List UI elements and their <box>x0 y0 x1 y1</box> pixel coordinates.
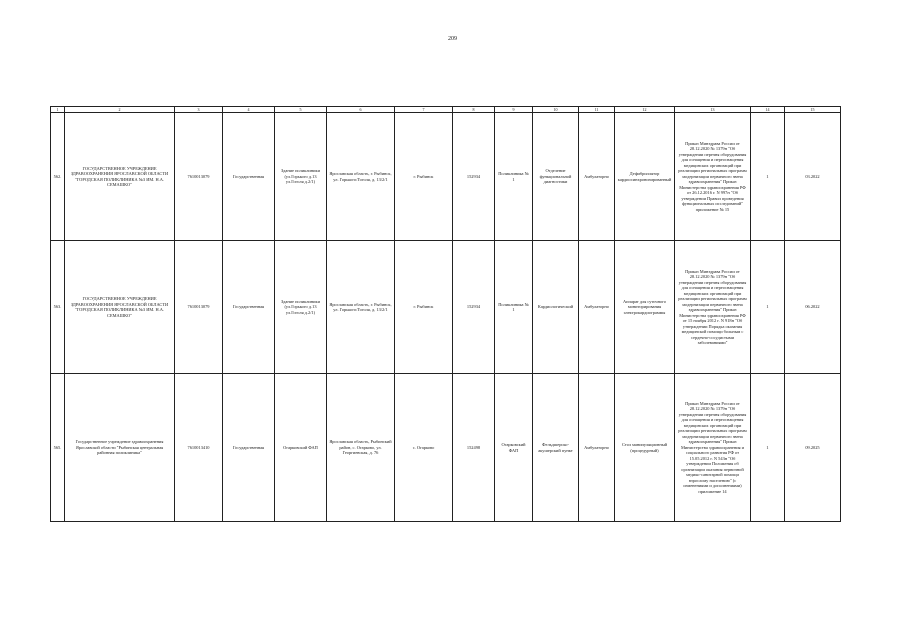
regulation-cell: Приказ Минздрава России от 28.12.2020 № 1379н "Об утверждении перечня оборудования для оснащения и переоснащения медицинских организаций при реализации региональных программ модернизации первичного звена здравоохранения" Приказ Министерства здравоохранения РФ от 15 ноября 2012 г. N 918н "Об утверждении Порядка оказания медицинской помощи больным с сердечно-сосудистыми заболеваниями" <box>675 241 751 374</box>
inn-cell: 7610013410 <box>175 374 223 522</box>
column-number: 6 <box>327 107 395 113</box>
ownership-cell: Государственная <box>223 241 275 374</box>
column-number: 13 <box>675 107 751 113</box>
department-cell: Огарковский ФАП <box>495 374 533 522</box>
equipment-cell: Аппарат для суточного мониторирования электрокардиограммы <box>615 241 675 374</box>
column-number: 10 <box>533 107 579 113</box>
table-row <box>51 374 841 522</box>
care-type-cell: Амбулаторно <box>579 241 615 374</box>
row-number: 563. <box>51 241 65 374</box>
postal-index-cell: 152934 <box>453 113 495 241</box>
column-number: 12 <box>615 107 675 113</box>
date-cell: 06.2022 <box>785 241 841 374</box>
inn-cell: 7610013079 <box>175 241 223 374</box>
address-cell: Ярославская область, Рыбинский район, с. Огарково, ул. Георгиевская, д. 76 <box>327 374 395 522</box>
regulation-cell: Приказ Минздрава России от 28.12.2020 № 1379н "Об утверждении перечня оборудования для оснащения и переоснащения медицинских организаций при реализации региональных программ модернизации первичного звена здравоохранения" Приказ Министерства здравоохранения и социального развития РФ от 15.05.2012 г. N 543н "Об утверждении Положения об организации оказания первичной медико-санитарной помощи взрослому населению" (с изменениями и дополнениями) приложение 14 <box>675 374 751 522</box>
organization-name: Государственное учреждение здравоохранения Ярославской области "Рыбинская центральная районная поликлиника" <box>65 374 175 522</box>
column-number: 9 <box>495 107 533 113</box>
column-number: 14 <box>751 107 785 113</box>
building-cell: Здание поликлиники (ул.Горького д.13 ул.Гоголя д.2/1) <box>275 241 327 374</box>
ownership-cell: Государственная <box>223 113 275 241</box>
care-type-cell: Амбулаторно <box>579 374 615 522</box>
organization-name: ГОСУДАРСТВЕННОЕ УЧРЕЖДЕНИЕ ЗДРАВООХРАНЕНИЯ ЯРОСЛАВСКОЙ ОБЛАСТИ "ГОРОДСКАЯ ПОЛИКЛИНИКА №3 ИМ. Н.А. СЕМАШКО" <box>65 113 175 241</box>
building-cell: Здание поликлиники (ул.Горького д.13 ул.Гоголя д.2/1) <box>275 113 327 241</box>
equipment-cell: Дефибриллятор кардиосинхронизированный <box>615 113 675 241</box>
department-cell: Поликлиника № 1 <box>495 241 533 374</box>
regulation-cell: Приказ Минздрава России от 28.12.2020 № 1379н "Об утверждении перечня оборудования для оснащения и переоснащения медицинских организаций при реализации региональных программ модернизации первичного звена здравоохранения" Приказ Министерства здравоохранения РФ от 26.12.2016 г. N 997н "Об утверждении Правил проведения функциональных исследований" приложение № 15 <box>675 113 751 241</box>
page-number: 209 <box>448 36 457 42</box>
equipment-register-table <box>50 106 841 522</box>
row-number: 562. <box>51 113 65 241</box>
unit-cell: Кардиологический <box>533 241 579 374</box>
table-row <box>51 113 841 241</box>
department-cell: Поликлиника № 1 <box>495 113 533 241</box>
postal-index-cell: 152934 <box>453 241 495 374</box>
equipment-cell: Стол манипуляционный (процедурный) <box>615 374 675 522</box>
table-row <box>51 241 841 374</box>
column-number: 7 <box>395 107 453 113</box>
column-number: 3 <box>175 107 223 113</box>
city-cell: г. Рыбинск <box>395 241 453 374</box>
city-cell: с. Огарково <box>395 374 453 522</box>
unit-cell: Отделение функциональной диагностики <box>533 113 579 241</box>
column-number: 1 <box>51 107 65 113</box>
column-number: 11 <box>579 107 615 113</box>
care-type-cell: Амбулаторно <box>579 113 615 241</box>
city-cell: г. Рыбинск <box>395 113 453 241</box>
postal-index-cell: 152498 <box>453 374 495 522</box>
unit-cell: Фельдшерско-акушерский пункт <box>533 374 579 522</box>
ownership-cell: Государственная <box>223 374 275 522</box>
quantity-cell: 1 <box>751 374 785 522</box>
row-number: 565. <box>51 374 65 522</box>
date-cell: 09.2025 <box>785 374 841 522</box>
date-cell: 03.2022 <box>785 113 841 241</box>
column-number: 2 <box>65 107 175 113</box>
organization-name: ГОСУДАРСТВЕННОЕ УЧРЕЖДЕНИЕ ЗДРАВООХРАНЕНИЯ ЯРОСЛАВСКОЙ ОБЛАСТИ "ГОРОДСКАЯ ПОЛИКЛИНИКА №3 ИМ. Н.А. СЕМАШКО" <box>65 241 175 374</box>
quantity-cell: 1 <box>751 113 785 241</box>
column-number: 5 <box>275 107 327 113</box>
building-cell: Огарковский ФАП <box>275 374 327 522</box>
address-cell: Ярославская область, г. Рыбинск, ул. Горького/Гоголя, д. 13/2/1 <box>327 241 395 374</box>
column-number: 15 <box>785 107 841 113</box>
column-number: 4 <box>223 107 275 113</box>
address-cell: Ярославская область, г. Рыбинск, ул. Горького/Гоголя, д. 13/2/1 <box>327 113 395 241</box>
quantity-cell: 1 <box>751 241 785 374</box>
column-number: 8 <box>453 107 495 113</box>
inn-cell: 7610013079 <box>175 113 223 241</box>
